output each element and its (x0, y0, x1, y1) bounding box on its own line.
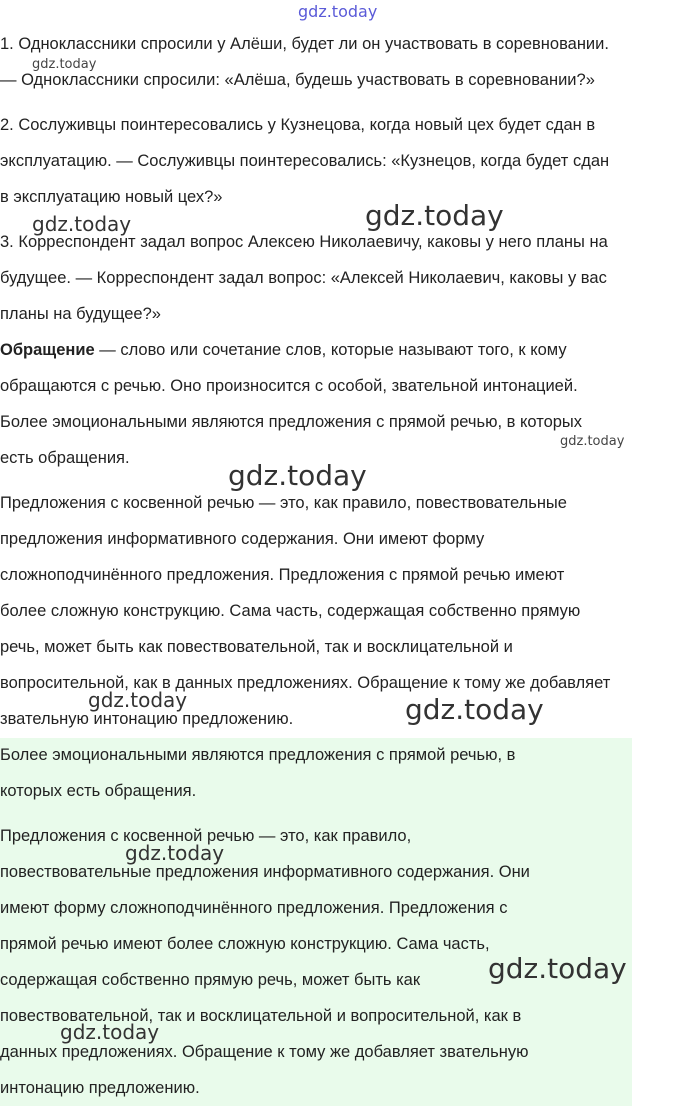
definition-line-4: есть обращения. (0, 449, 130, 467)
explanation-line-4: более сложную конструкцию. Сама часть, содержащая собственно прямую (0, 602, 581, 620)
highlight-p1-line-1: Более эмоциональными являются предложения с прямой речью, в (0, 746, 516, 764)
watermark: gdz.today (60, 1020, 160, 1044)
highlight-p1-line-2: которых есть обращения. (0, 782, 197, 800)
watermark: gdz.today (228, 459, 367, 492)
watermark: gdz.today (32, 212, 132, 236)
example-3-line-1: 3. Корреспондент задал вопрос Алексею Николаевичу, каковы у него планы на (0, 233, 608, 251)
definition-text: — слово или сочетание слов, которые называют того, к кому (94, 341, 567, 359)
example-3-line-3: планы на будущее?» (0, 305, 161, 323)
highlight-p2-line-7: данных предложениях. Обращение к тому же добавляет звательную (0, 1043, 529, 1061)
example-3-line-2: будущее. — Корреспондент задал вопрос: «Алексей Николаевич, каковы у вас (0, 269, 607, 287)
example-1-line-1: 1. Одноклассники спросили у Алёши, будет ли он участвовать в соревновании. (0, 35, 609, 53)
watermark: gdz.today (488, 952, 627, 985)
definition-line-1 (0, 340, 567, 360)
definition-line-2: обращаются с речью. Оно произносится с особой, звательной интонацией. (0, 377, 578, 395)
explanation-line-1: Предложения с косвенной речью — это, как правило, повествовательные (0, 494, 567, 512)
explanation-line-6: вопросительной, как в данных предложениях. Обращение к тому же добавляет (0, 674, 611, 692)
explanation-line-5: речь, может быть как повествовательной, так и восклицательной и (0, 638, 513, 656)
definition-term: Обращение (0, 341, 95, 359)
highlight-p2-line-6: повествовательной, так и восклицательной и вопросительной, как в (0, 1007, 522, 1025)
highlight-p2-line-8: интонацию предложению. (0, 1079, 200, 1097)
watermark: gdz.today (88, 688, 188, 712)
watermark: gdz.today (405, 693, 544, 726)
watermark: gdz.today (125, 841, 225, 865)
watermark: gdz.today (365, 199, 504, 232)
explanation-line-7: звательную интонацию предложению. (0, 710, 294, 728)
highlight-p2-line-4: прямой речью имеют более сложную конструкцию. Сама часть, (0, 935, 490, 953)
highlight-p2-line-1: Предложения с косвенной речью — это, как правило, (0, 827, 412, 845)
highlight-p2-line-2: повествовательные предложения информативного содержания. Они (0, 863, 530, 881)
definition-line-3: Более эмоциональными являются предложения с прямой речью, в которых (0, 413, 583, 431)
example-2-line-1: 2. Сослуживцы поинтересовались у Кузнецова, когда новый цех будет сдан в (0, 116, 596, 134)
watermark-top: gdz.today (298, 2, 378, 21)
explanation-line-2: предложения информативного содержания. Они имеют форму (0, 530, 485, 548)
highlight-p2-line-5: содержащая собственно прямую речь, может быть как (0, 971, 421, 989)
watermark: gdz.today (32, 57, 97, 72)
watermark: gdz.today (560, 434, 625, 449)
explanation-line-3: сложноподчинённого предложения. Предложения с прямой речью имеют (0, 566, 565, 584)
example-2-line-3: в эксплуатацию новый цех?» (0, 188, 223, 206)
example-2-line-2: эксплуатацию. — Сослуживцы поинтересовались: «Кузнецов, когда будет сдан (0, 152, 610, 170)
highlight-p2-line-3: имеют форму сложноподчинённого предложения. Предложения с (0, 899, 508, 917)
example-1-line-2: — Одноклассники спросили: «Алёша, будешь участвовать в соревновании?» (0, 71, 595, 89)
